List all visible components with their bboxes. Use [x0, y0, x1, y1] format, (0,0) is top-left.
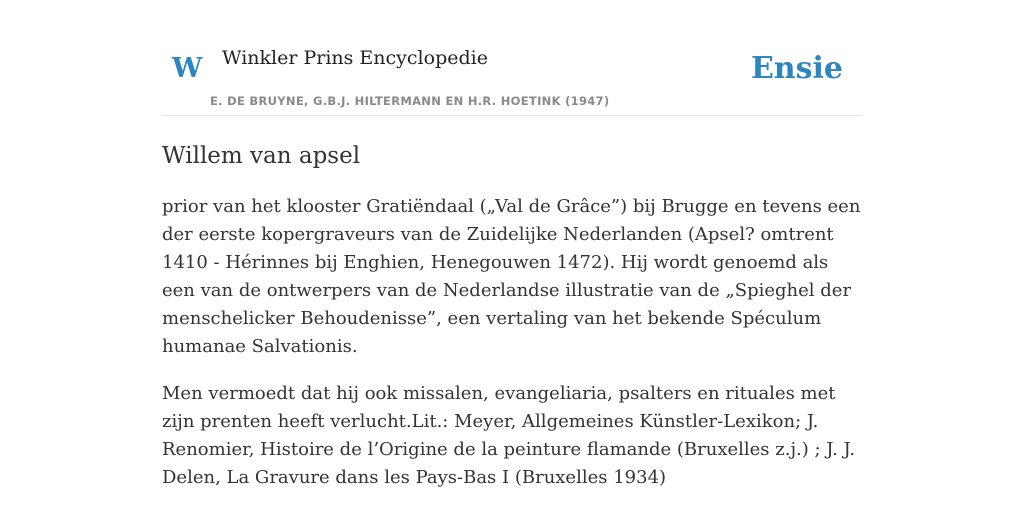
source-header — [162, 0, 862, 116]
source-title[interactable]: Winkler Prins Encyclopedie — [222, 47, 488, 69]
article-paragraph: prior van het klooster Gratiëndaal („Val de Grâce”) bij Brugge en tevens een der eerste kopergraveurs van de Zuidelijke Nederlanden (Apsel? omtrent 1410 - Hérinnes bij Enghien, Henegouwen 1472). Hij wordt genoemd als een van de ontwerpers van de Nederlandse illustratie van de „Spieghel der menschelicker Behoudenisse”, een vertaling van het bekende Spéculum humanae Salvationis. — [162, 196, 861, 357]
page — [162, 0, 862, 492]
article-paragraph: Men vermoedt dat hij ook missalen, evangeliaria, psalters en rituales met zijn prenten heeft verlucht.Lit.: Meyer, Allgemeines Künstler-Lexikon; J. Renomier, Histoire de l’Origine de la peinture flamande (Bruxelles z.j.) ; J. J. Delen, La Gravure dans les Pays-Bas I (Bruxelles 1934) — [162, 383, 856, 488]
entry-title: Willem van apsel — [162, 143, 361, 169]
source-authors: E. DE BRUYNE, G.B.J. HILTERMANN EN H.R. HOETINK (1947) — [210, 94, 610, 108]
brand-logo[interactable]: Ensie — [750, 51, 843, 86]
source-logo-icon[interactable]: W — [172, 53, 203, 84]
